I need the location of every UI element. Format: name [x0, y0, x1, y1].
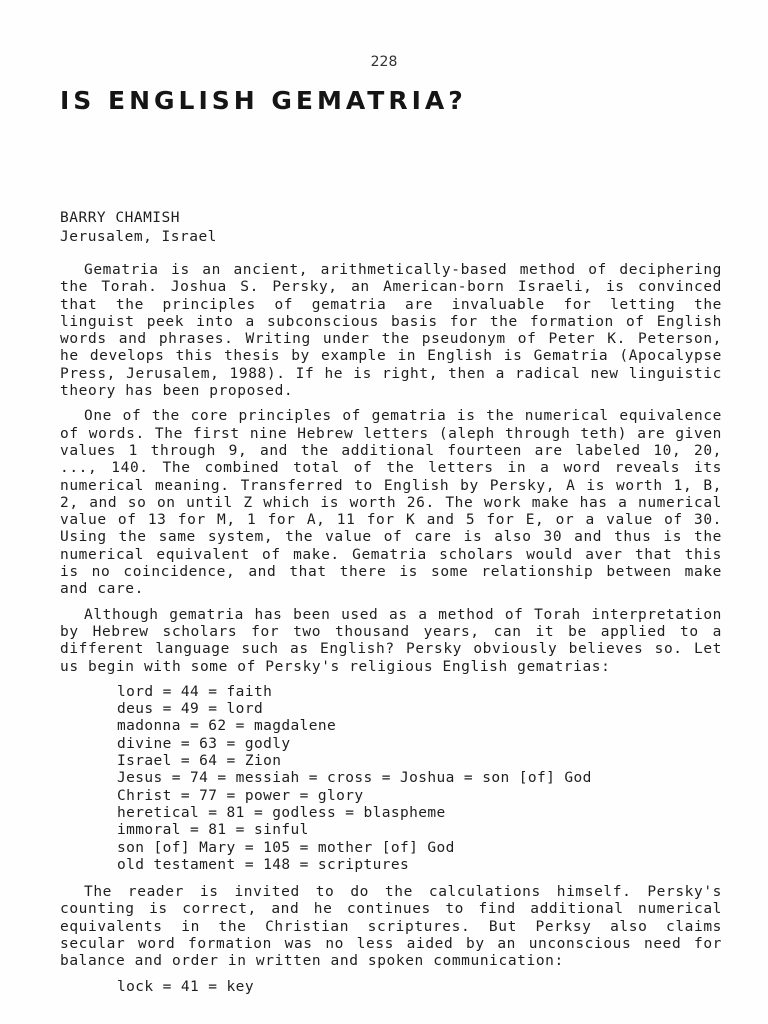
- author-name: BARRY CHAMISH: [60, 210, 180, 226]
- list-item: deus = 49 = lord: [117, 701, 264, 718]
- article-title: IS ENGLISH GEMATRIA?: [60, 86, 467, 115]
- list-item: immoral = 81 = sinful: [117, 822, 309, 839]
- list-item: divine = 63 = godly: [117, 735, 291, 752]
- list-item: heretical = 81 = godless = blaspheme: [117, 804, 446, 821]
- page-number: 228: [370, 54, 398, 70]
- list-item: lock = 41 = key: [117, 978, 254, 995]
- article-body: [60, 262, 722, 996]
- paragraph: One of the core principles of gematria is the numerical equivalence of words. The first nine Hebrew letters (aleph through teth) are given values 1 through 9, and the additional fourteen are labeled 10, 20, ..., 140. The combined total of the letters in a word reveals its numerical meaning. Transferred to English by Persky, A is worth 1, B, 2, and so on until Z which is worth 26. The work make has a numerical value of 13 for M, 1 for A, 11 for K and 5 for E, or a value of 30. Using the same system, the value of care is also 30 and thus is the numerical equivalent of make. Gematria scholars would aver that this is no coincidence, and that there is some relationship between make and care.: [60, 408, 722, 598]
- paragraph: The reader is invited to do the calculations himself. Persky's counting is correct, and he continues to find additional numerical equivalents in the Christian scriptures. But Perksy also claims secular word formation was no less aided by an unconscious need for balance and order in written and spoken communication:: [60, 884, 722, 970]
- author-block: [60, 209, 217, 247]
- list-item: Israel = 64 = Zion: [117, 753, 282, 770]
- paragraph: Gematria is an ancient, arithmetically-based method of deciphering the Torah. Joshua S. Persky, an American-born Israeli, is convinced that the principles of gematria are invaluable for letting the linguist peek into a subconscious basis for the formation of English words and phrases. Writing under the pseudonym of Peter K. Peterson, he develops this thesis by example in English is Gematria (Apocalypse Press, Jerusalem, 1988). If he is right, then a radical new linguistic theory has been proposed.: [60, 262, 722, 400]
- list-item: old testament = 148 = scriptures: [117, 856, 410, 873]
- author-location: Jerusalem, Israel: [60, 229, 217, 245]
- list-item: son [of] Mary = 105 = mother [of] God: [117, 839, 455, 856]
- secular-gematria-list: [117, 979, 722, 996]
- list-item: lord = 44 = faith: [117, 683, 273, 700]
- list-item: madonna = 62 = magdalene: [117, 718, 337, 735]
- paragraph: Although gematria has been used as a method of Torah interpretation by Hebrew scholars for two thousand years, can it be applied to a different language such as English? Persky obviously believes so. Let us begin with some of Persky's religious English gematrias:: [60, 606, 722, 675]
- list-item: Christ = 77 = power = glory: [117, 787, 364, 804]
- list-item: Jesus = 74 = messiah = cross = Joshua = son [of] God: [117, 770, 592, 787]
- gematria-list: [117, 684, 722, 874]
